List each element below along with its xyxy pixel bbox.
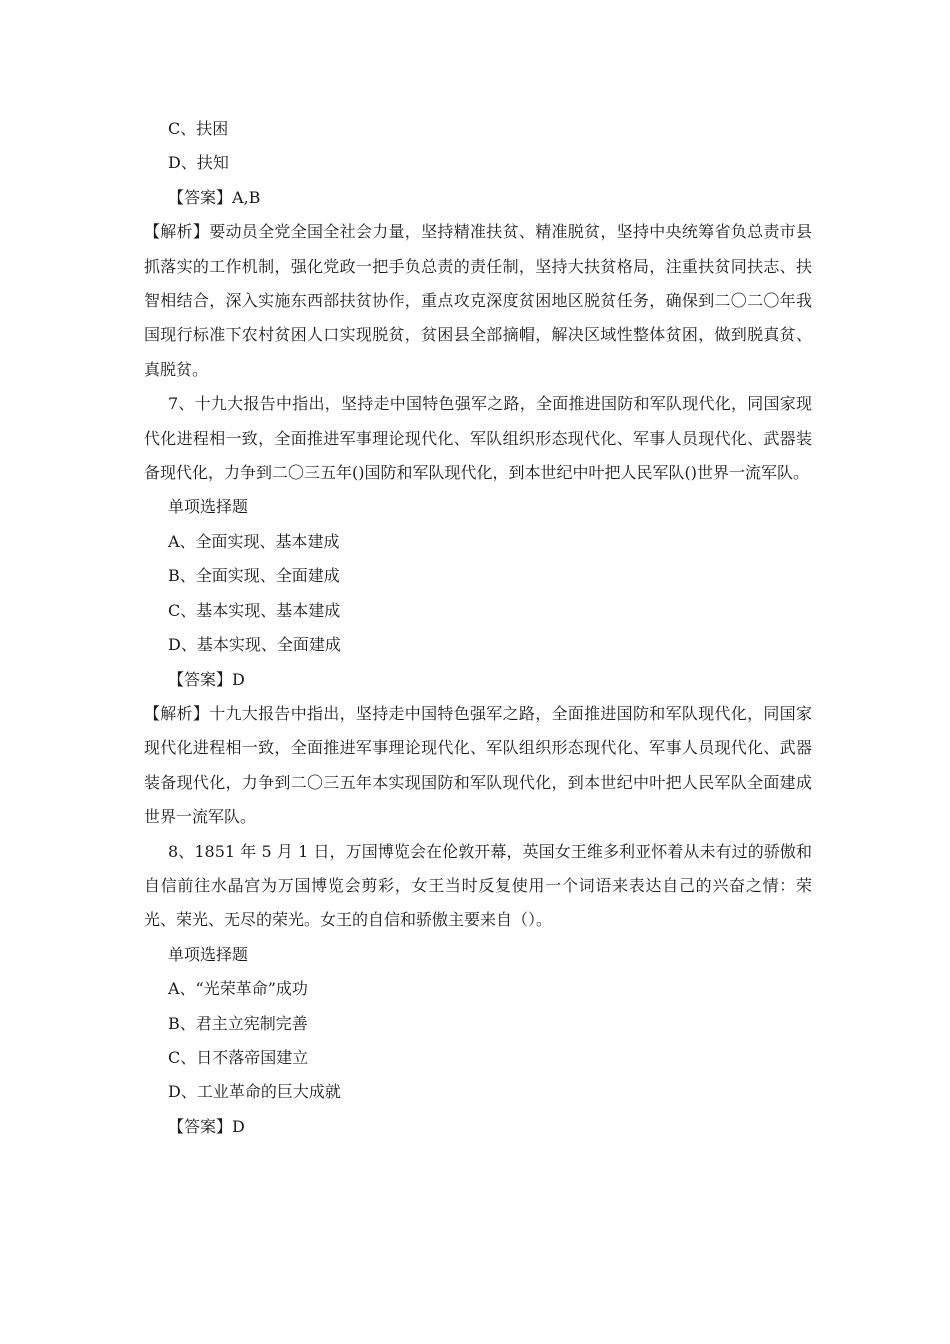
q6-answer xyxy=(144,181,812,215)
answer-label: 【答案】 xyxy=(168,187,233,207)
q8-type: 单项选择题 xyxy=(168,944,249,964)
q6-option-c: C、扶困 xyxy=(168,119,229,138)
document-body xyxy=(144,112,812,1144)
answer-value: D xyxy=(232,669,245,689)
q6-option-d: D、扶知 xyxy=(168,153,229,173)
q7-answer xyxy=(144,663,812,697)
q7-option-a: A、全面实现、基本建成 xyxy=(168,531,340,551)
analysis-text: 十九大报告中指出，坚持走中国特色强军之路，全面推进国防和军队现代化，同国家现代化进程相一致，全面推进军事理论现代化、军队组织形态现代化、军事人员现代化、武器装备现代化，力争到二〇三五年本实现国防和军队现代化，到本世纪中叶把人民军队全面建成世界一流军队。 xyxy=(144,703,812,827)
q8-option-d: D、工业革命的巨大成就 xyxy=(168,1082,341,1102)
q7-analysis xyxy=(144,697,812,835)
answer-value: D xyxy=(232,1116,245,1136)
q7-option-c: C、基本实现、基本建成 xyxy=(168,600,341,620)
analysis-label: 【解析】 xyxy=(144,222,210,242)
analysis-label: 【解析】 xyxy=(144,703,210,723)
q8-stem: 8、1851 年 5 月 1 日，万国博览会在伦敦开幕，英国女王维多利亚怀着从未有过的骄傲和自信前往水晶宫为万国博览会剪彩，女王当时反复使用一个词语来表达自己的兴奋之情：荣光、荣光、无尽的荣光。女王的自信和骄傲主要来自（）。 xyxy=(144,841,812,930)
q7-type: 单项选择题 xyxy=(168,497,249,517)
answer-label: 【答案】 xyxy=(168,669,233,689)
q6-analysis xyxy=(144,215,812,387)
q7-option-b: B、全面实现、全面建成 xyxy=(168,566,340,586)
q8-option-b: B、君主立宪制完善 xyxy=(168,1013,308,1033)
q8-option-a: A、“光荣革命”成功 xyxy=(168,979,308,999)
q8-option-c: C、日不落帝国建立 xyxy=(168,1047,309,1067)
q8-answer xyxy=(144,1110,812,1144)
q7-stem: 7、十九大报告中指出，坚持走中国特色强军之路，全面推进国防和军队现代化，同国家现代化进程相一致，全面推进军事理论现代化、军队组织形态现代化、军事人员现代化、武器装备现代化，力争到二〇三五年()国防和军队现代化，到本世纪中叶把人民军队()世界一流军队。 xyxy=(144,394,812,483)
analysis-text: 要动员全党全国全社会力量，坚持精准扶贫、精准脱贫，坚持中央统筹省负总责市县抓落实的工作机制，强化党政一把手负总责的责任制，坚持大扶贫格局，注重扶贫同扶志、扶智相结合，深入实施东西部扶贫协作，重点攻克深度贫困地区脱贫任务，确保到二〇二〇年我国现行标准下农村贫困人口实现脱贫，贫困县全部摘帽，解决区域性整体贫困，做到脱真贫、真脱贫。 xyxy=(144,222,812,379)
answer-value: A,B xyxy=(232,187,261,207)
answer-label: 【答案】 xyxy=(168,1116,233,1136)
q7-option-d: D、基本实现、全面建成 xyxy=(168,635,341,655)
